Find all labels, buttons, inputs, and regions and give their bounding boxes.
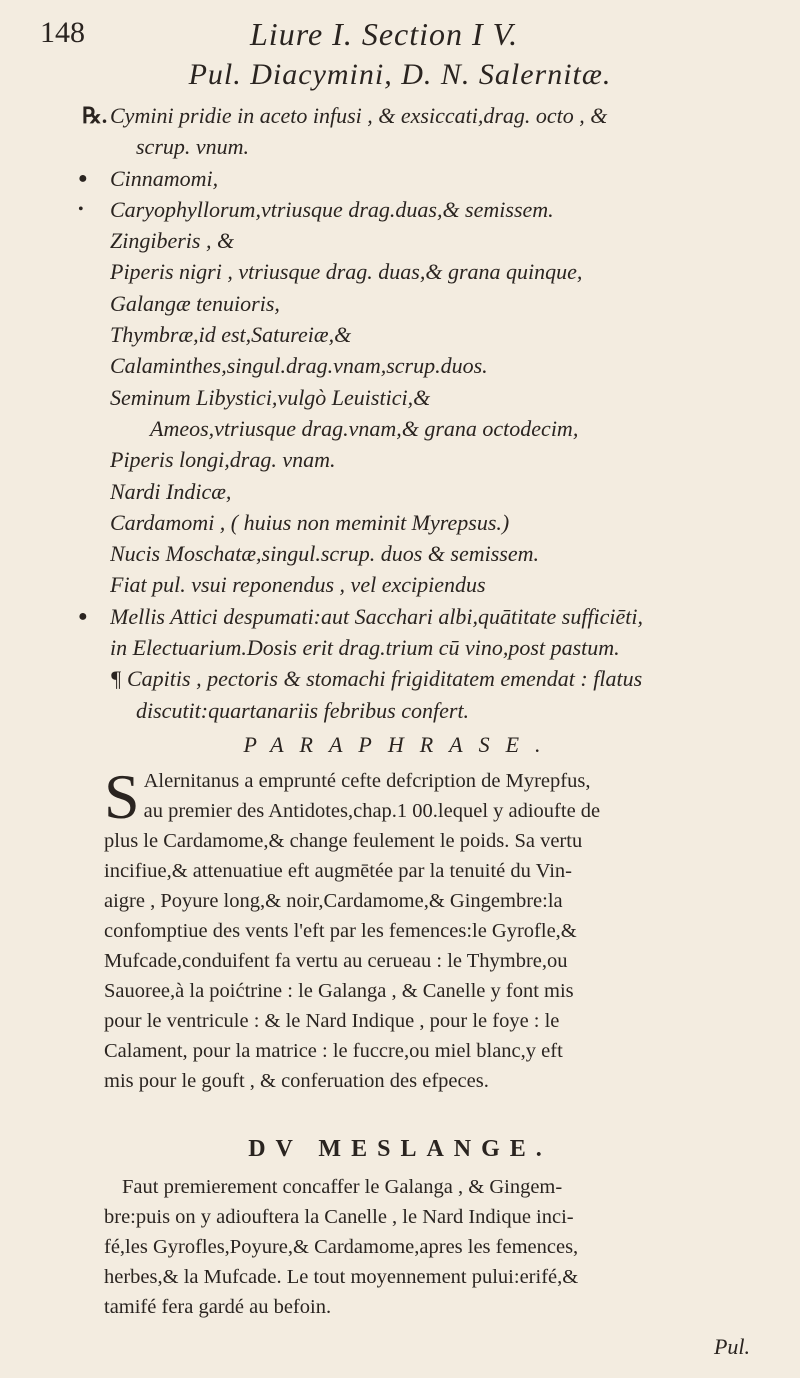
running-head: Liure I. Section I V. [250,16,519,52]
mixing-line: fé,les Gyrofles,Poyure,& Cardamome,apres les femences, [104,1236,579,1258]
recipe-line: scrup. vnum. [136,134,250,160]
recipe-block [78,100,770,726]
recipe-line: Seminum Libystici,vulgò Leuistici,& [110,384,431,410]
recipe-line: ℞. Cymini pridie in aceto infusi , & exsiccati,drag. octo , & [82,103,608,128]
recipe-line: discutit:quartanariis febribus confert. [136,697,470,723]
paraphrase-heading: PARAPHRASE. [243,732,557,757]
paraphrase-line: Calament, pour la matrice : le fuccre,ou miel blanc,y eft [104,1040,563,1062]
recipe-line: Fiat pul. vsui reponendus , vel excipiendus [110,572,486,598]
recipe-line: Thymbræ,id est,Satureiæ,& [110,322,352,348]
mixing-line: tamifé fera gardé au befoin. [104,1296,332,1318]
section-heading: DV MESLANGE. [248,1136,552,1162]
recipe-line: Nucis Moschatæ,singul.scrup. duos & semissem. [110,541,539,567]
mixing-line: Faut premierement concaffer le Galanga , & Gingem- [122,1176,563,1198]
recipe-line: Cardamomi , ( huius non meminit Myrepsus.) [110,509,510,535]
paraphrase-line: pour le ventricule : & le Nard Indique , pour le foye : le [104,1010,560,1032]
recipe-line: in Electuarium.Dosis erit drag.trium cū vino,post pastum. [110,635,620,661]
paraphrase-line: confomptiue des vents l'eft par les femences:le Gyrofle,& [104,920,577,942]
paraphrase-line: aigre , Poyure long,& noir,Cardamome,& Gingembre:la [104,890,563,912]
recipe-line: • Caryophyllorum,vtriusque drag.duas,& semissem. [78,196,554,222]
mixing-block [104,1172,772,1322]
recipe-line: Piperis longi,drag. vnam. [110,447,336,473]
mixing-line: bre:puis on y adiouftera la Canelle , le Nard Indique inci- [104,1206,574,1228]
recipe-line: Piperis nigri , vtriusque drag. duas,& grana quinque, [110,259,583,285]
drop-cap: S [104,761,140,832]
recipe-line: Galangæ tenuioris, [110,290,280,316]
recipe-line: Zingiberis , & [110,228,235,254]
paraphrase-line: Mufcade,conduifent fa vertu au cerueau : le Thymbre,ou [104,950,568,972]
recipe-line: Calaminthes,singul.drag.vnam,scrup.duos. [110,353,488,379]
page-header [40,10,760,54]
recipe-line: ● Mellis Attici despumati:aut Sacchari albi,quātitate sufficiēti, [78,603,644,629]
paraphrase-line: mis pour le gouft , & conferuation des efpeces. [104,1070,489,1092]
paraphrase-line: au premier des Antidotes,chap.1 00.lequel y adioufte de [143,800,601,822]
paraphrase-line: plus le Cardamome,& change feulement le poids. Sa vertu [104,830,583,852]
page-number: 148 [40,16,85,49]
paraphrase-line: Alernitanus a emprunté cefte defcription de Myrepfus, [143,770,591,792]
recipe-line: ¶ Capitis , pectoris & stomachi frigiditatem emendat : flatus [110,666,643,692]
catchword: Pul. [713,1334,750,1359]
paraphrase-block [104,761,772,1096]
mixing-line: herbes,& la Mufcade. Le tout moyennement pului:erifé,& [104,1266,579,1288]
recipe-title: Pul. Diacymini, D. N. Salernitæ. [188,58,612,91]
paraphrase-line: incifiue,& attenuatiue eft augmētée par la tenuité du Vin- [104,860,572,882]
recipe-line: Nardi Indicæ, [110,478,232,504]
recipe-line: Ameos,vtriusque drag.vnam,& grana octodecim, [150,415,579,441]
recipe-line: ● Cinnamomi, [78,165,219,191]
paraphrase-line: Sauoree,à la poićtrine : le Galanga , & Canelle y font mis [104,980,574,1002]
